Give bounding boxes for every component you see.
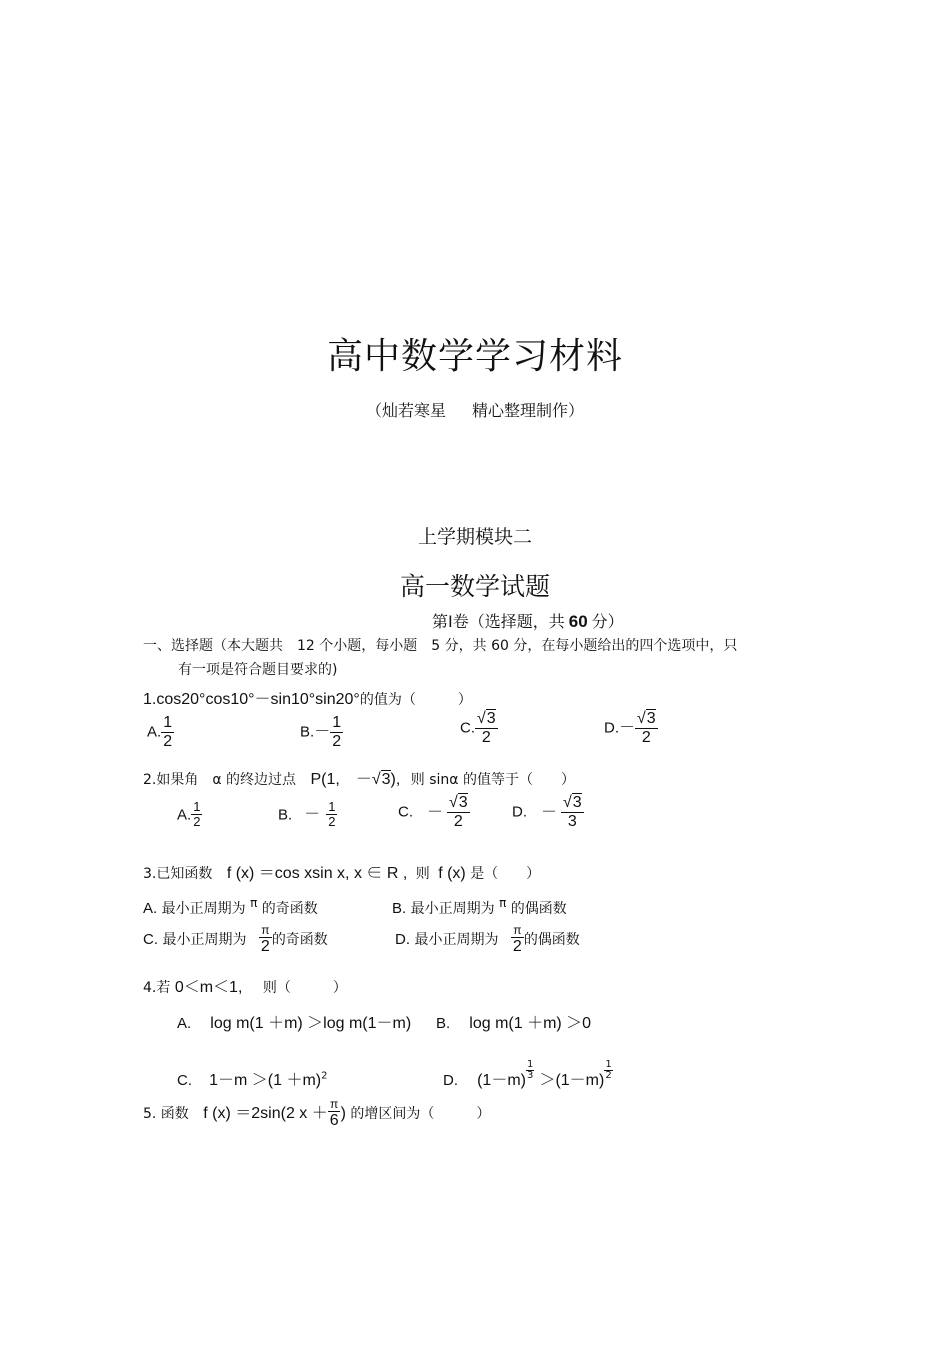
q5-prefix: 5. 函数 (143, 1105, 189, 1122)
instruction-line-2: 有一项是符合题目要求的) (178, 662, 338, 678)
q3-option-c: C. 最小正周期为 $\frac{\pi}{2}$ 的奇函数 (143, 923, 328, 956)
q3-c-fraction: $\frac{\pi}{2}$ (260, 923, 270, 956)
q1-b-label: B. (300, 723, 315, 741)
q1-number: 1. (143, 691, 157, 708)
q3-prefix: 3.已知函数 (143, 866, 213, 882)
q1-c-fraction: $\frac{√3}{2}$ (477, 710, 496, 746)
question-4-stem (143, 974, 347, 997)
q5-fraction: $\frac{\pi}{6}$ (329, 1097, 339, 1130)
q2-option-b: B. － $\frac{1}{2}$ (278, 799, 336, 830)
q2-option-a: A. $\frac{1}{2}$ (177, 799, 201, 830)
question-5-stem: 5. 函数 f (x) ＝2sin(2 x ＋ $\frac{\pi}{6}$ ) 的增区间为（ ） (143, 1097, 491, 1130)
part-prefix: 第Ⅰ卷（选择题，共 (432, 612, 565, 631)
sqrt-icon: √3 (563, 794, 582, 811)
subtitle-right: 精心整理制作） (472, 401, 585, 420)
q3-suffix: 是（ ） (470, 866, 541, 882)
sqrt-icon: √3 (371, 771, 391, 788)
question-1-stem (143, 686, 472, 709)
q4-expression: 0＜m＜1, (174, 979, 243, 996)
q1-b-fraction: $\frac{1}{2}$ (332, 714, 342, 750)
q1-d-fraction: $\frac{√3}{2}$ (637, 710, 656, 746)
q3-d-fraction: $\frac{\pi}{2}$ (512, 923, 522, 956)
q2-option-c: C. － $\frac{√3}{2}$ (398, 794, 468, 830)
q1-a-fraction: $\frac{1}{2}$ (163, 714, 173, 750)
q2-c-fraction: $\frac{√3}{2}$ (449, 794, 468, 830)
question-2-stem (143, 766, 575, 789)
q2-option-d: D. － $\frac{√3}{3}$ (512, 794, 582, 830)
exam-title: 高一数学试题 (399, 572, 550, 601)
q2-b-fraction: $\frac{1}{2}$ (328, 799, 336, 830)
sqrt-icon: √3 (637, 710, 656, 727)
q4-option-c: C. $1-m >(1 +m)^2$ (177, 1070, 328, 1089)
q4-option-a: A. log m(1 ＋m) ＞log m(1－m) (177, 1015, 412, 1032)
document-subtitle (0, 398, 950, 421)
q4-d-exponent-1: $\frac{1}{3}$ (526, 1059, 534, 1081)
question-3-stem: 3.已知函数 f (x) ＝cos xsin x, x ∈ R , 则 f (x) 是（ ） (143, 865, 541, 882)
sqrt-icon: √3 (449, 794, 468, 811)
q5-expression: f (x) ＝2sin(2 x ＋ (203, 1104, 328, 1122)
q2-a-fraction: $\frac{1}{2}$ (193, 799, 201, 830)
module-heading: 上学期模块二 (417, 526, 532, 548)
q1-expression: cos20°cos10°－sin10°sin20° (156, 691, 360, 708)
q2-d-fraction: $\frac{√3}{3}$ (563, 794, 582, 830)
q5-suffix: 的增区间为（ ） (350, 1105, 491, 1122)
q4-d-exponent-2: $\frac{1}{2}$ (605, 1059, 612, 1081)
document-title: 高中数学学习材料 (326, 336, 623, 377)
part-heading (432, 609, 624, 632)
q4-suffix: 则（ ） (262, 980, 347, 996)
q1-c-label: C. (460, 719, 475, 737)
q2-suffix: 则 sinα 的值等于（ ） (410, 772, 575, 788)
q4-prefix: 4.若 (143, 980, 171, 996)
q1-option-a (147, 714, 174, 750)
q4-option-d: D. (1－m) $\frac{1}{3}$ ＞(1－m) $\frac{1}{2}$ (443, 1059, 612, 1089)
q1-option-b: B.－ $\frac{1}{2}$ (300, 714, 342, 750)
part-suffix: 分） (591, 612, 624, 631)
instruction-line-1: 一、选择题（本大题共 12 个小题，每小题 5 分，共 60 分，在每小题给出的四个选项中，只 (143, 638, 738, 654)
q1-a-label: A. (147, 723, 162, 741)
part-score: 60 (568, 612, 588, 631)
q1-d-label: D. (604, 719, 619, 737)
q2-prefix: 2.如果角 α 的终边过点 (143, 772, 297, 788)
q1-suffix: 的值为（ ） (359, 692, 472, 708)
q3-expression: f (x) ＝cos xsin x, x ∈ R , (226, 865, 408, 882)
q3-option-a: A. 最小正周期为 π 的奇函数 (143, 896, 318, 917)
q4-option-b: B. log m(1 ＋m) ＞0 (436, 1015, 592, 1032)
subtitle-left: （灿若寒星 (365, 401, 446, 420)
q1-option-d: D.－ $\frac{√3}{2}$ (604, 710, 656, 746)
q3-option-b: B. 最小正周期为 π 的偶函数 (392, 896, 567, 917)
sqrt-icon: √3 (477, 710, 496, 727)
q3-option-d: D. 最小正周期为 $\frac{\pi}{2}$ 的偶函数 (395, 923, 580, 956)
q2-point: P(1, －√3), (310, 771, 401, 788)
q1-option-c (460, 710, 498, 746)
